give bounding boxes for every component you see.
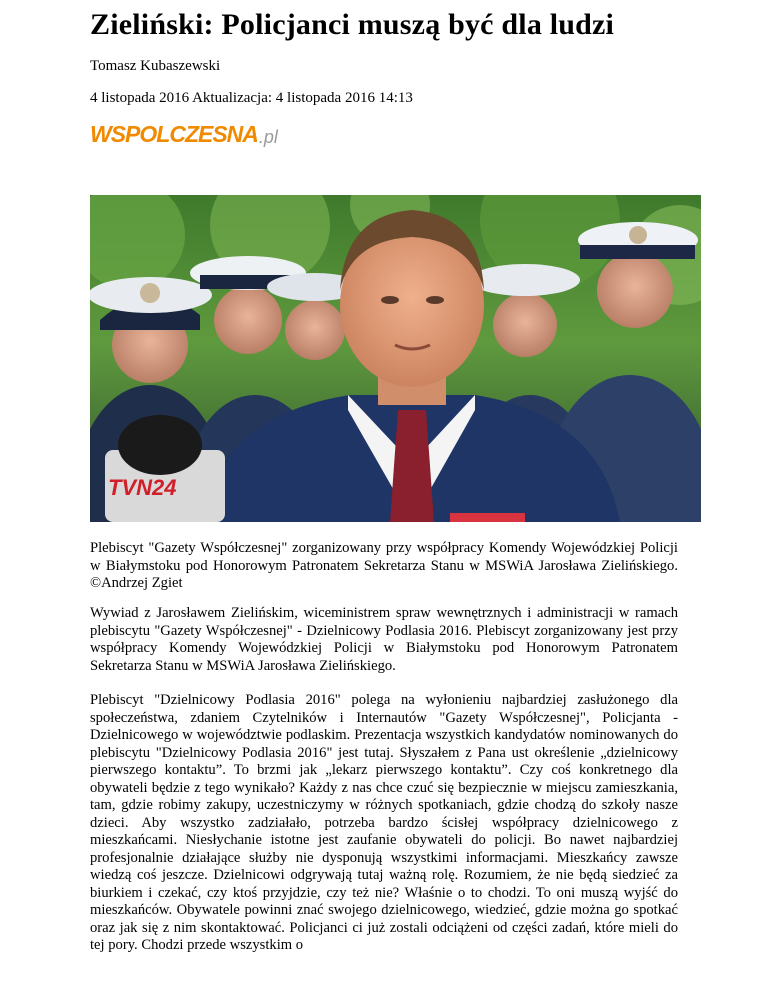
article-intro: Wywiad z Jarosławem Zielińskim, wiceministrem spraw wewnętrznych i administracji w ramach plebiscytu "Gazety Współczesnej" - Dzielnicowy Podlasia 2016. Plebiscyt zorganizowany jest przy współpracy Komendy Wojewódzkiej Policji w Białymstoku pod Honorowym Patronatem Sekretarza Stanu w MSWiA Jarosława Zielińskiego. [90, 605, 678, 674]
article-body: Plebiscyt "Dzielnicowy Podlasia 2016" polega na wyłonieniu najbardziej zasłużonego dla społeczeństwa, zdaniem Czytelników i Internautów "Gazety Współczesnej", Policjanta - Dzielnicowego w województwie podlaskim. Prezentacja wszystkich kandydatów nominowanych do plebiscytu "Dzielnicowy Podlasia 2016" jest tutaj. Słyszałem z Pana ust określenie „dzielnicowy pierwszego kontaktu”. To brzmi jak „lekarz pierwszego kontaktu”. Czy coś konkretnego dla obywateli będzie z tego wynikało? Każdy z nas chce czuć się bezpiecznie w miejscu zamieszkania, tam, gdzie robimy zakupy, uczestniczymy w różnych spotkaniach, gdzie chodzą do szkoły nasze dzieci. Aby wszystko zadziałało, potrzeba bardzo ścisłej współpracy dzielnicowego z mieszkańcami. Niesłychanie istotne jest zaufanie obywateli do policji. Bo nawet najbardziej profesjonalnie działające służby nie dysponują wszystkimi informacjami. Mieszkańcy zawsze wiedzą coś jeszcze. Dzielnicowi odgrywają tutaj ważną rolę. Rozumiem, że nie będą siedzieć za biurkiem i czekać, czy ktoś przyjdzie, czy też nie? Właśnie o to chodzi. To oni muszą wyjść do mieszkańców. Obywatele powinni znać swojego dzielnicowego, wiedzieć, gdzie można go spotkać oraz jak się z nim skontaktować. Policjanci ci już zostali odciążeni od części zadań, które mieli do tej pory. Chodzi przede wszystkim o [90, 692, 678, 953]
article-author[interactable]: Tomasz Kubaszewski [90, 58, 221, 74]
article-date: 4 listopada 2016 Aktualizacja: 4 listopada 2016 14:13 [90, 90, 413, 106]
publisher-logo-suffix: .pl [258, 127, 278, 147]
publisher-logo[interactable] [90, 118, 278, 148]
article-title: Zieliński: Policjanci muszą być dla ludzi [90, 8, 615, 41]
publisher-logo-text: WSPOLCZESNA [90, 121, 258, 147]
microphone-label: TVN24 [108, 475, 177, 500]
photo-caption: Plebiscyt "Gazety Współczesnej" zorganizowany przy współpracy Komendy Wojewódzkiej Policji w Białymstoku pod Honorowym Patronatem Sekretarza Stanu w MSWiA Jarosława Zielińskiego. ©Andrzej Zgiet [90, 540, 678, 591]
article-photo [90, 195, 701, 522]
